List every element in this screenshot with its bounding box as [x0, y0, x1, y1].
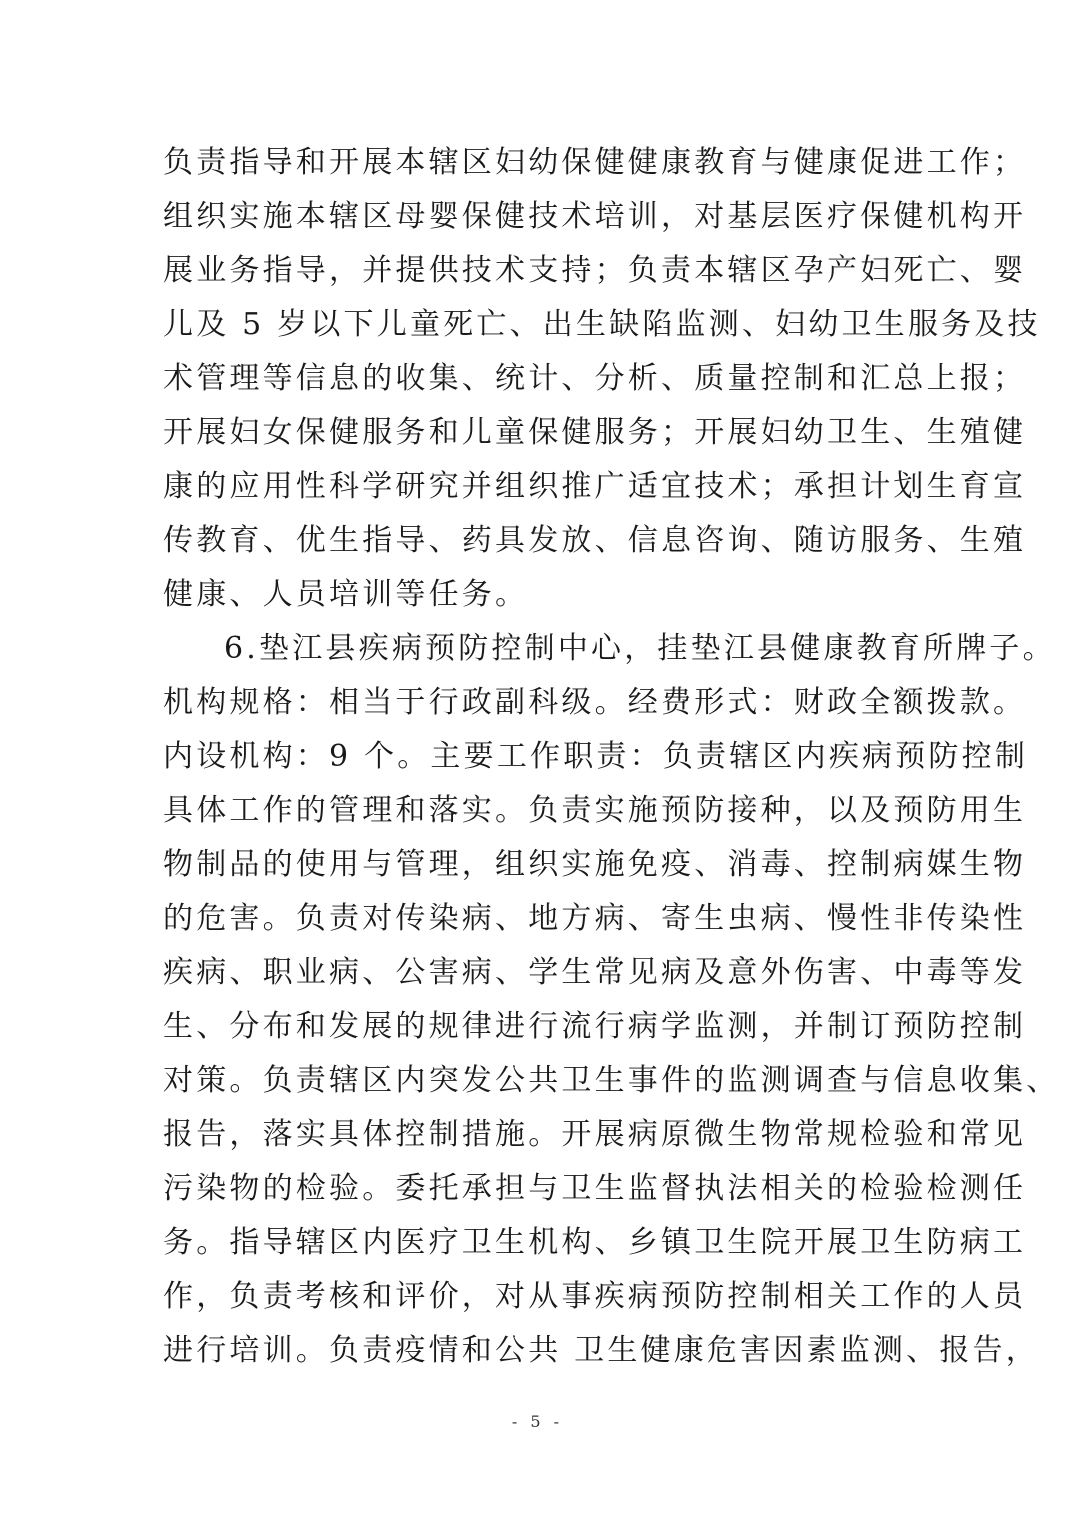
- text-line: 儿及 5 岁以下儿童死亡、出生缺陷监测、妇幼卫生服务及技: [163, 307, 1041, 342]
- text-line: 报告，落实具体控制措施。开展病原微生物常规检验和常见: [163, 1117, 1027, 1152]
- text-line: 对策。负责辖区内突发公共卫生事件的监测调查与信息收集、: [163, 1063, 1060, 1098]
- text-line: 机构规格：相当于行政副科级。经费形式：财政全额拨款。: [163, 685, 1027, 720]
- text-line: 内设机构：9 个。主要工作职责：负责辖区内疾病预防控制: [163, 739, 1029, 774]
- text-line: 进行培训。负责疫情和公共 卫生健康危害因素监测、报告，: [163, 1333, 1039, 1368]
- text-line: 生、分布和发展的规律进行流行病学监测，并制订预防控制: [163, 1009, 1027, 1044]
- text-line: 负责指导和开展本辖区妇幼保健健康教育与健康促进工作；: [163, 145, 1027, 180]
- text-line: 传教育、优生指导、药具发放、信息咨询、随访服务、生殖: [163, 523, 1027, 558]
- text-line: 作，负责考核和评价，对从事疾病预防控制相关工作的人员: [163, 1279, 1027, 1314]
- text-line: 污染物的检验。委托承担与卫生监督执法相关的检验检测任: [163, 1171, 1027, 1206]
- text-line: 开展妇女保健服务和儿童保健服务；开展妇幼卫生、生殖健: [163, 415, 1027, 450]
- text-line: 务。指导辖区内医疗卫生机构、乡镇卫生院开展卫生防病工: [163, 1225, 1027, 1260]
- text-line: 展业务指导，并提供技术支持；负责本辖区孕产妇死亡、婴: [163, 253, 1027, 288]
- text-line: 康的应用性科学研究并组织推广适宜技术；承担计划生育宣: [163, 469, 1027, 504]
- text-line: 疾病、职业病、公害病、学生常见病及意外伤害、中毒等发: [163, 955, 1027, 990]
- section-heading-line: 6.垫江县疾病预防控制中心，挂垫江县健康教育所牌子。: [224, 631, 1056, 666]
- text-line: 组织实施本辖区母婴保健技术培训，对基层医疗保健机构开: [163, 199, 1027, 234]
- text-line: 物制品的使用与管理，组织实施免疫、消毒、控制病媒生物: [163, 847, 1027, 882]
- page-number: - 5 -: [511, 1412, 564, 1431]
- text-line: 术管理等信息的收集、统计、分析、质量控制和汇总上报；: [163, 361, 1027, 396]
- text-line: 健康、人员培训等任务。: [163, 577, 529, 612]
- text-line: 的危害。负责对传染病、地方病、寄生虫病、慢性非传染性: [163, 901, 1027, 936]
- text-line: 具体工作的管理和落实。负责实施预防接种，以及预防用生: [163, 793, 1027, 828]
